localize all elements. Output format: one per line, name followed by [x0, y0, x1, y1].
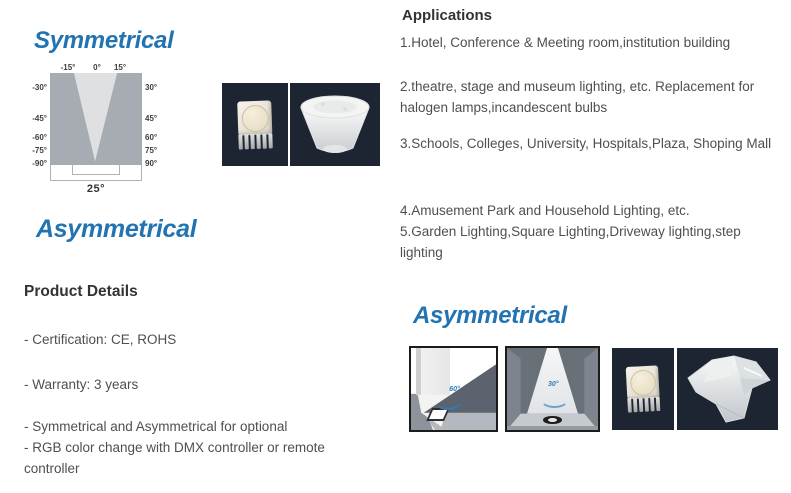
detail-item: - Symmetrical and Asymmetrical for optional: [24, 419, 288, 434]
symmetrical-product-photos: [222, 83, 380, 166]
beam-cone-shape: [50, 73, 142, 165]
fixture-inner-outline: [72, 165, 120, 175]
asymmetric-lens-image: [677, 348, 778, 430]
application-item: 5.Garden Lighting,Square Lighting,Driveway lighting,step lighting: [400, 224, 741, 260]
beam-right-label: 45°: [145, 114, 158, 123]
symmetric-lens-drawing: [295, 92, 375, 158]
product-details-heading: Product Details: [24, 283, 138, 300]
asymmetrical-heading: Asymmetrical: [413, 302, 567, 329]
beam-left-label: -30°: [32, 83, 47, 92]
asymmetrical-product-photos: [612, 348, 778, 430]
beam-left-label: -60°: [32, 133, 47, 142]
detail-item: - Warranty: 3 years: [24, 377, 139, 392]
beam-right-label: 75°: [145, 146, 158, 155]
application-item: 3.Schools, Colleges, University, Hospitals,Plaza, Shoping Mall: [400, 136, 772, 151]
led-chip-image: [612, 348, 674, 430]
beam-right-label: 90°: [145, 159, 158, 168]
asymmetric-downlight-diagram: [505, 346, 600, 432]
beam-right-label: 30°: [145, 83, 158, 92]
applications-heading: Applications: [402, 7, 493, 24]
beam-left-label: -90°: [32, 159, 47, 168]
led-pins: [235, 133, 275, 149]
led-pins: [624, 397, 663, 413]
downlight-angle-label: 30°: [547, 380, 559, 388]
application-item: 2.theatre, stage and museum lighting, etc. Replacement for halogen lamps,incandescent bulbs: [400, 79, 755, 115]
symmetrical-beam-diagram: [0, 60, 200, 202]
led-chip-image: [222, 83, 288, 166]
asymmetric-lens-drawing: [682, 352, 774, 426]
detail-item: - Certification: CE, ROHS: [24, 332, 177, 347]
led-dome: [241, 104, 269, 132]
beam-top-label: 0°: [93, 63, 101, 72]
led-chip-drawing: [234, 100, 276, 149]
wallwash-angle-label: 60°: [449, 385, 460, 393]
led-dome: [629, 369, 656, 396]
diagram-fixture: [543, 416, 561, 424]
asymmetric-wallwash-diagram: [409, 346, 498, 432]
detail-item: - RGB color change with DMX controller or remote controller: [24, 440, 325, 476]
beam-right-label: 60°: [145, 133, 158, 142]
beam-left-label: -75°: [32, 146, 47, 155]
product-details-section: [24, 283, 366, 483]
beam-top-label: 15°: [113, 63, 127, 72]
symmetrical-heading: Symmetrical: [34, 27, 174, 54]
beam-angle-label: 25°: [86, 183, 106, 195]
beam-diagram-box: [50, 73, 142, 165]
application-item: 4.Amusement Park and Household Lighting, etc.: [400, 203, 690, 218]
applications-section: [400, 0, 775, 275]
symmetric-lens-image: [290, 83, 380, 166]
clipped-asymmetrical-heading: Asymmetrical: [36, 215, 197, 243]
beam-top-label: -15°: [60, 63, 76, 72]
led-chip-drawing: [623, 365, 663, 413]
application-item: 1.Hotel, Conference & Meeting room,institution building: [400, 35, 731, 50]
beam-left-label: -45°: [32, 114, 47, 123]
angle-arc: [540, 391, 569, 408]
diagram-floor-edge: [507, 426, 598, 430]
